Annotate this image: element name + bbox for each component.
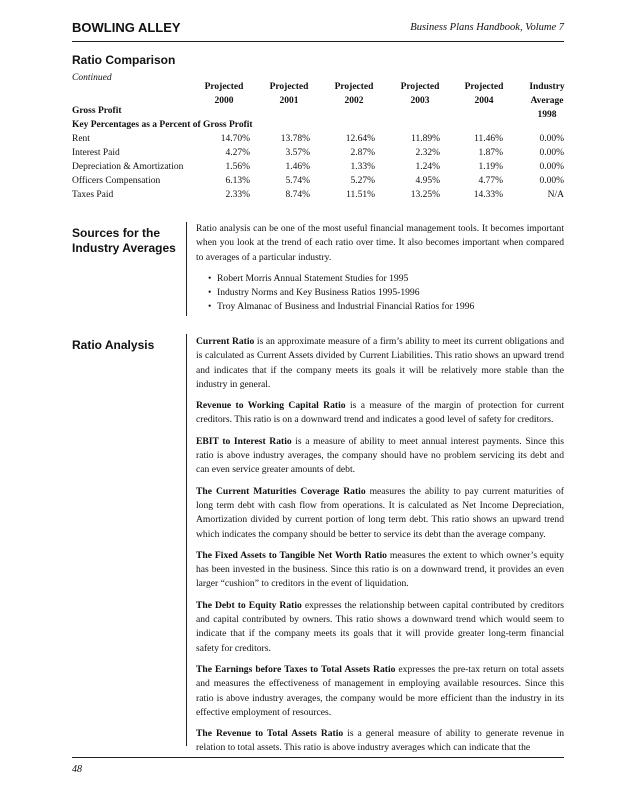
ratio-term: The Fixed Assets to Tangible Net Worth Ratio bbox=[196, 549, 387, 561]
header-title: BOWLING ALLEY bbox=[72, 20, 181, 35]
table-row: Interest Paid 4.27% 3.57% 2.87% 2.32% 1.87% 0.00% bbox=[72, 148, 564, 158]
table-row: Taxes Paid 2.33% 8.74% 11.51% 13.25% 14.33% N/A bbox=[72, 190, 564, 200]
table-row-gross-profit: Gross Profit bbox=[72, 106, 122, 116]
table-row: Officers Compensation 6.13% 5.74% 5.27% 4.95% 4.77% 0.00% bbox=[72, 176, 564, 186]
ratio-term: EBIT to Interest Ratio bbox=[196, 435, 292, 447]
sources-list bbox=[196, 272, 564, 314]
running-header bbox=[72, 18, 564, 40]
ratio-analysis-body bbox=[196, 335, 564, 763]
section-title: Ratio Comparison bbox=[72, 53, 176, 67]
paragraph: The Revenue to Total Assets Ratio is a general measure of ability to generate revenue in relation to total assets. This ratio is above industry averages which can indicate that the bbox=[196, 728, 564, 754]
list-item: • Industry Norms and Key Business Ratios 1995-1996 bbox=[208, 286, 564, 300]
ratio-term: The Earnings before Taxes to Total Assets Ratio bbox=[196, 663, 396, 675]
page-number: 48 bbox=[72, 764, 82, 775]
paragraph: Revenue to Working Capital Ratio is a measure of the margin of protection for current creditors. This ratio is on a downward trend and indicates a good level of safety for creditors. bbox=[196, 400, 564, 426]
sources-side-heading: Sources for the Industry Averages bbox=[72, 226, 176, 255]
column-header: Projected 2002 bbox=[334, 82, 374, 106]
column-header-industry: Industry Average 1998 bbox=[529, 82, 565, 120]
paragraph: The Current Maturities Coverage Ratio measures the ability to pay current maturities of long term debt with cash flow from operations. It is calculated as Net Income Depreciation, Amortization divided by current portion of long term debt. This ratio shows an upward trend which indicates the company should be better to service its debt than the average company. bbox=[196, 485, 564, 540]
sources-intro: Ratio analysis can be one of the most useful financial management tools. It becomes important when you look at the trend of each ratio over time. It also becomes important when compared to averages of a particular industry. bbox=[196, 223, 564, 263]
column-header: Projected 2001 bbox=[269, 82, 309, 106]
ratio-term: The Current Maturities Coverage Ratio bbox=[196, 485, 366, 497]
paragraph: Current Ratio is an approximate measure of a firm’s ability to meet its current obligations and is calculated as Current Assets divided by Current Liabilities. This ratio shows an upward trend and indicates that if the company meets its goals it will be relatively more stable than the industry in general. bbox=[196, 336, 564, 390]
table-row: Rent 14.70% 13.78% 12.64% 11.89% 11.46% 0.00% bbox=[72, 134, 564, 144]
list-item: • Troy Almanac of Business and Industrial Financial Ratios for 1996 bbox=[208, 300, 564, 314]
column-header: Projected 2004 bbox=[464, 82, 504, 106]
ratio-term: The Revenue to Total Assets Ratio bbox=[196, 728, 344, 740]
sources-vertical-rule bbox=[186, 222, 187, 316]
column-header: Projected 2003 bbox=[400, 82, 440, 106]
column-header: Projected 2000 bbox=[204, 82, 244, 106]
paragraph: The Debt to Equity Ratio expresses the relationship between capital contributed by creditors and capital contributed by owners. This ratio shows a downward trend which would seem to indicate that if the company meets its goals that it will provide greater long-term financial safety for creditors. bbox=[196, 599, 564, 654]
ratio-analysis-side-heading: Ratio Analysis bbox=[72, 338, 155, 352]
continued-label: Continued bbox=[72, 73, 112, 83]
sources-body bbox=[196, 222, 564, 314]
footer-divider bbox=[72, 757, 564, 758]
paragraph: The Fixed Assets to Tangible Net Worth Ratio measures the extent to which owner’s equity has been invested in the business. Since this ratio is on a downward trend, it provides an even larger “cushion” to creditors in the event of liquidation. bbox=[196, 549, 564, 590]
paragraph: EBIT to Interest Ratio is a measure of ability to meet annual interest payments. Since this ratio is above industry averages, the company should have no problem servicing its debt and can even service greater amounts of debt. bbox=[196, 435, 564, 476]
analysis-vertical-rule bbox=[186, 334, 187, 746]
ratio-term: The Debt to Equity Ratio bbox=[196, 599, 302, 611]
header-publication: Business Plans Handbook, Volume 7 bbox=[410, 22, 564, 33]
ratio-term: Revenue to Working Capital Ratio bbox=[196, 400, 346, 412]
paragraph: The Earnings before Taxes to Total Assets Ratio expresses the pre-tax return on total assets and measures the effectiveness of management in employing available resources. Since this ratio is above industry averages, the company would be more efficient than the industry in its effective employment of resources. bbox=[196, 663, 564, 718]
list-item: • Robert Morris Annual Statement Studies for 1995 bbox=[208, 272, 564, 286]
table-row-key-percentages: Key Percentages as a Percent of Gross Profit bbox=[72, 120, 253, 130]
header-divider bbox=[72, 41, 564, 42]
ratio-term: Current Ratio bbox=[196, 336, 255, 347]
table-row: Depreciation & Amortization 1.56% 1.46% 1.33% 1.24% 1.19% 0.00% bbox=[72, 162, 564, 172]
